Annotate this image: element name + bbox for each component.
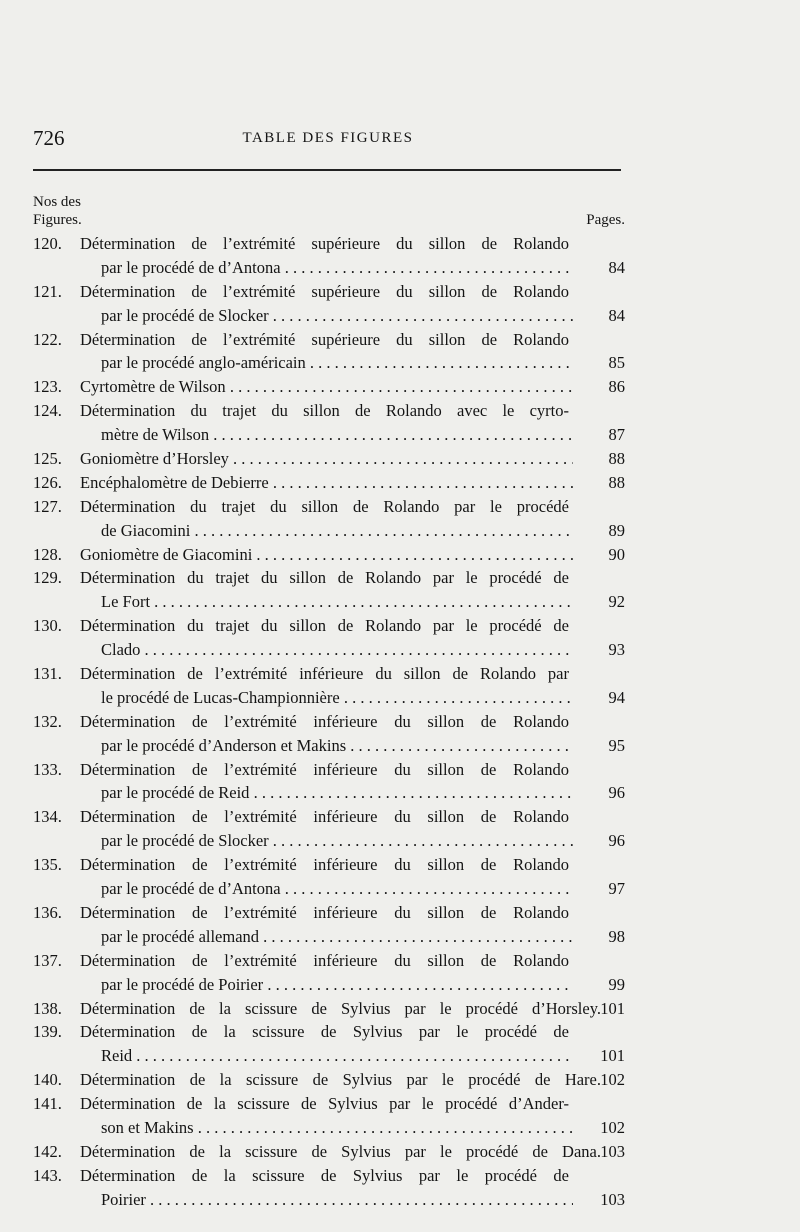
figure-number: 121. bbox=[33, 281, 62, 301]
figure-title-line: Cyrtomètre de Wilson . . . bbox=[80, 375, 573, 399]
figure-list bbox=[33, 232, 625, 1212]
figure-title-line: par le procédé de Reid . . . bbox=[101, 781, 573, 805]
entry-line bbox=[33, 1020, 625, 1044]
figure-number: 131. bbox=[33, 664, 62, 684]
figure-title-line: par le procédé allemand . . . bbox=[101, 925, 573, 949]
page-reference: 94 bbox=[608, 687, 625, 707]
figure-title-line: mètre de Wilson . . . bbox=[101, 423, 573, 447]
page-reference: 98 bbox=[608, 926, 625, 946]
entry-line bbox=[33, 280, 625, 304]
figure-number: 120. bbox=[33, 234, 62, 253]
figure-number: 133. bbox=[33, 759, 62, 779]
figure-title-line: Détermination du trajet du sillon de Rolando par le procédé bbox=[80, 496, 569, 516]
page-reference: 88 bbox=[608, 472, 625, 492]
entry-line bbox=[33, 1164, 625, 1188]
entry-line bbox=[33, 590, 625, 614]
figure-title-line: Détermination de la scissure de Sylvius par le procédé de Hare. bbox=[80, 1070, 601, 1090]
figure-number: 137. bbox=[33, 950, 62, 970]
figure-title-line: Détermination de la scissure de Sylvius par le procédé de Dana. bbox=[80, 1141, 601, 1161]
entry-line bbox=[33, 1044, 625, 1068]
entry-line bbox=[33, 304, 625, 328]
figure-title-line: Détermination de la scissure de Sylvius par le procédé de bbox=[80, 1022, 569, 1042]
figure-entry bbox=[33, 662, 625, 710]
page-reference: 101 bbox=[600, 1046, 625, 1066]
figure-title-line: par le procédé de d’Antona . . . bbox=[101, 877, 573, 901]
figure-entry bbox=[33, 710, 625, 758]
figure-number: 136. bbox=[33, 902, 62, 922]
page-reference: 97 bbox=[608, 879, 625, 899]
figure-number: 135. bbox=[33, 855, 62, 875]
entry-line bbox=[33, 853, 625, 877]
figure-number: 130. bbox=[33, 616, 62, 636]
page-reference: 95 bbox=[608, 735, 625, 755]
figure-title-line: Détermination de la scissure de Sylvius par le procédé de bbox=[80, 1165, 569, 1185]
column-header bbox=[33, 194, 625, 234]
figure-title-line: Reid . . . bbox=[101, 1044, 573, 1068]
page-number: 726 bbox=[33, 126, 65, 150]
entry-line bbox=[33, 543, 625, 567]
page-reference: 99 bbox=[608, 974, 625, 994]
figure-number: 127. bbox=[33, 496, 62, 516]
page-reference: 103 bbox=[600, 1189, 625, 1209]
figure-title-line: Détermination de l’extrémité inférieure du sillon de Rolando bbox=[80, 759, 569, 779]
figure-title-line: de Giacomini . . . bbox=[101, 519, 573, 543]
figure-entry bbox=[33, 447, 625, 471]
figure-title-line: Encéphalomètre de Debierre . . . bbox=[80, 471, 573, 495]
figure-title-line: Détermination de l’extrémité inférieure du sillon de Rolando par bbox=[80, 664, 569, 684]
page-reference: 96 bbox=[608, 831, 625, 851]
figure-title-line: Détermination de l’extrémité inférieure du sillon de Rolando bbox=[80, 902, 569, 922]
figure-title-line: par le procédé anglo-américain . . . bbox=[101, 351, 573, 375]
figure-title-line: Détermination de l’extrémité inférieure du sillon de Rolando bbox=[80, 950, 569, 970]
figure-number: 138. bbox=[33, 998, 62, 1018]
entry-line bbox=[33, 566, 625, 590]
figure-number: 141. bbox=[33, 1094, 62, 1114]
entry-line bbox=[33, 495, 625, 519]
figure-title-line: Poirier . . . bbox=[101, 1188, 573, 1212]
figure-number: 132. bbox=[33, 711, 62, 731]
figure-entry bbox=[33, 232, 625, 280]
page-reference: 90 bbox=[608, 544, 625, 564]
figure-number: 143. bbox=[33, 1165, 62, 1185]
figure-title-line: par le procédé de Slocker . . . bbox=[101, 304, 573, 328]
figure-number: 129. bbox=[33, 568, 62, 588]
page-reference: 96 bbox=[608, 783, 625, 803]
figure-title-line: Détermination de la scissure de Sylvius par le procédé d’Horsley. bbox=[80, 998, 601, 1018]
figure-entry bbox=[33, 1164, 625, 1212]
entry-line bbox=[33, 829, 625, 853]
figure-entry bbox=[33, 375, 625, 399]
entry-line bbox=[33, 232, 625, 256]
figure-title-line: Détermination du trajet du sillon de Rolando par le procédé de bbox=[80, 568, 569, 588]
column-header-numbers: Nos des bbox=[33, 194, 81, 210]
page-header bbox=[33, 126, 623, 156]
figure-title-line: Détermination de l’extrémité supérieure du sillon de Rolando bbox=[80, 234, 569, 253]
figure-title-line: par le procédé d’Anderson et Makins . . . bbox=[101, 734, 573, 758]
figure-entry bbox=[33, 949, 625, 997]
figure-entry bbox=[33, 471, 625, 495]
page-reference: 93 bbox=[608, 640, 625, 660]
page-reference: 84 bbox=[608, 257, 625, 277]
entry-line bbox=[33, 662, 625, 686]
page-reference: 103 bbox=[600, 1141, 625, 1161]
figure-number: 123. bbox=[33, 377, 62, 397]
figure-title-line: Détermination de l’extrémité supérieure du sillon de Rolando bbox=[80, 281, 569, 301]
figure-title-line: Détermination de l’extrémité inférieure du sillon de Rolando bbox=[80, 855, 569, 875]
figure-title-line: son et Makins . . . bbox=[101, 1116, 573, 1140]
entry-line bbox=[33, 758, 625, 782]
entry-line bbox=[33, 805, 625, 829]
figure-entry bbox=[33, 614, 625, 662]
figure-title-line: par le procédé de Slocker . . . bbox=[101, 829, 573, 853]
figure-number: 142. bbox=[33, 1141, 62, 1161]
figure-title-line: Détermination de la scissure de Sylvius par le procédé d’Ander- bbox=[80, 1094, 569, 1114]
entry-line bbox=[33, 399, 625, 423]
figure-number: 125. bbox=[33, 449, 62, 469]
page-reference: 92 bbox=[608, 592, 625, 612]
entry-line bbox=[33, 471, 625, 495]
entry-line bbox=[33, 997, 625, 1021]
figure-number: 126. bbox=[33, 472, 62, 492]
entry-line bbox=[33, 1092, 625, 1116]
figure-entry bbox=[33, 758, 625, 806]
page-reference: 87 bbox=[608, 425, 625, 445]
figure-entry bbox=[33, 566, 625, 614]
figure-title-line: Détermination de l’extrémité inférieure du sillon de Rolando bbox=[80, 807, 569, 827]
figure-entry bbox=[33, 328, 625, 376]
figure-title-line: par le procédé de Poirier . . . bbox=[101, 973, 573, 997]
entry-line bbox=[33, 519, 625, 543]
figure-entry bbox=[33, 495, 625, 543]
entry-line bbox=[33, 328, 625, 352]
column-header-figures: Figures. bbox=[33, 212, 82, 228]
figure-number: 140. bbox=[33, 1070, 62, 1090]
figure-title-line: Détermination du trajet du sillon de Rolando par le procédé de bbox=[80, 616, 569, 636]
page-reference: 84 bbox=[608, 305, 625, 325]
figure-number: 128. bbox=[33, 544, 62, 564]
figure-number: 124. bbox=[33, 401, 62, 421]
entry-line bbox=[33, 447, 625, 471]
figure-entry bbox=[33, 1140, 625, 1164]
entry-line bbox=[33, 423, 625, 447]
figure-title-line: par le procédé de d’Antona . . . bbox=[101, 256, 573, 280]
figure-entry bbox=[33, 399, 625, 447]
column-header-pages: Pages. bbox=[586, 212, 625, 228]
figure-title-line: Goniomètre de Giacomini . . . bbox=[80, 543, 573, 567]
entry-line bbox=[33, 686, 625, 710]
page-reference: 86 bbox=[608, 377, 625, 397]
entry-line bbox=[33, 1188, 625, 1212]
entry-line bbox=[33, 734, 625, 758]
entry-line bbox=[33, 614, 625, 638]
figure-title-line: Le Fort . . . bbox=[101, 590, 573, 614]
entry-line bbox=[33, 375, 625, 399]
entry-line bbox=[33, 901, 625, 925]
page-reference: 89 bbox=[608, 520, 625, 540]
figure-entry bbox=[33, 1020, 625, 1068]
figure-entry bbox=[33, 997, 625, 1021]
page-reference: 102 bbox=[600, 1117, 625, 1137]
entry-line bbox=[33, 1140, 625, 1164]
entry-line bbox=[33, 877, 625, 901]
figure-number: 139. bbox=[33, 1022, 62, 1042]
entry-line bbox=[33, 949, 625, 973]
figure-entry bbox=[33, 543, 625, 567]
entry-line bbox=[33, 781, 625, 805]
figure-entry bbox=[33, 805, 625, 853]
entry-line bbox=[33, 925, 625, 949]
entry-line bbox=[33, 256, 625, 280]
figure-number: 122. bbox=[33, 329, 62, 349]
figure-entry bbox=[33, 901, 625, 949]
header-rule bbox=[33, 169, 621, 171]
page-reference: 85 bbox=[608, 353, 625, 373]
page-reference: 101 bbox=[600, 998, 625, 1018]
entry-line bbox=[33, 973, 625, 997]
page-reference: 88 bbox=[608, 449, 625, 469]
entry-line bbox=[33, 351, 625, 375]
figure-number: 134. bbox=[33, 807, 62, 827]
figure-entry bbox=[33, 1092, 625, 1140]
entry-line bbox=[33, 638, 625, 662]
figure-title-line: Détermination de l’extrémité supérieure du sillon de Rolando bbox=[80, 329, 569, 349]
figure-title-line: le procédé de Lucas-Championnière . . . bbox=[101, 686, 573, 710]
entry-line bbox=[33, 710, 625, 734]
entry-line bbox=[33, 1116, 625, 1140]
figure-title-line: Goniomètre d’Horsley . . . bbox=[80, 447, 573, 471]
figure-title-line: Clado . . . bbox=[101, 638, 573, 662]
figure-entry bbox=[33, 280, 625, 328]
running-title: TABLE DES FIGURES bbox=[242, 130, 414, 146]
figure-title-line: Détermination du trajet du sillon de Rolando avec le cyrto- bbox=[80, 401, 569, 421]
figure-title-line: Détermination de l’extrémité inférieure du sillon de Rolando bbox=[80, 711, 569, 731]
figure-entry bbox=[33, 853, 625, 901]
entry-line bbox=[33, 1068, 625, 1092]
figure-entry bbox=[33, 1068, 625, 1092]
page-reference: 102 bbox=[600, 1070, 625, 1090]
